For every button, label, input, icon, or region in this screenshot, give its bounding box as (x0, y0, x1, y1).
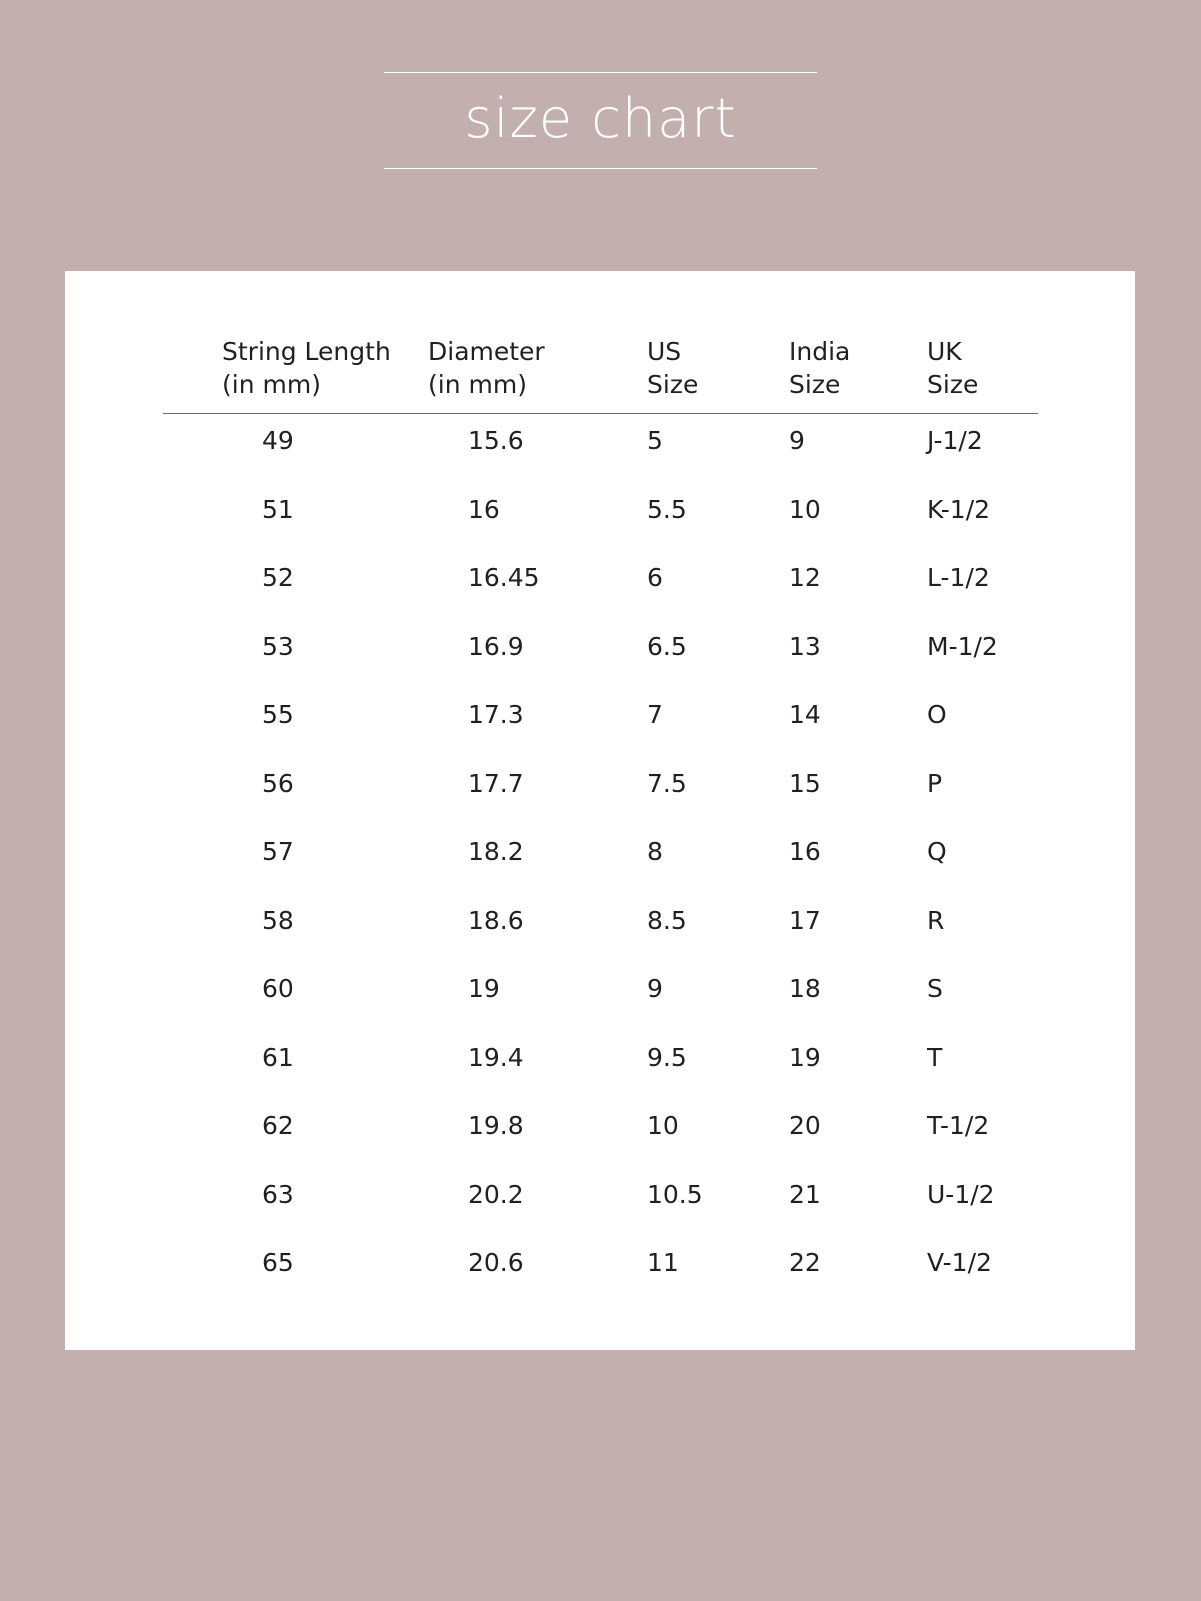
cell-string-length: 63 (262, 1180, 294, 1209)
cell-us-size: 9 (647, 974, 663, 1003)
cell-uk-size: S (927, 974, 943, 1003)
cell-string-length: 61 (262, 1043, 294, 1072)
page-title: size chart (464, 87, 737, 150)
header-string-length-line1: String Length (222, 337, 391, 366)
cell-us-size: 5 (647, 426, 663, 455)
header-india-size-line1: India (789, 337, 851, 366)
cell-string-length: 51 (262, 495, 294, 524)
header-india-size (789, 335, 850, 401)
size-table-panel (65, 271, 1135, 1350)
cell-us-size: 7.5 (647, 769, 687, 798)
cell-uk-size: T-1/2 (927, 1111, 990, 1140)
cell-string-length: 65 (262, 1248, 294, 1277)
cell-india-size: 19 (789, 1043, 821, 1072)
cell-uk-size: J-1/2 (927, 426, 983, 455)
header-india-size-line2: Size (789, 370, 841, 399)
cell-us-size: 8.5 (647, 906, 687, 935)
cell-us-size: 10.5 (647, 1180, 703, 1209)
cell-string-length: 56 (262, 769, 294, 798)
cell-india-size: 18 (789, 974, 821, 1003)
cell-string-length: 57 (262, 837, 294, 866)
header-string-length-line2: (in mm) (222, 370, 321, 399)
cell-india-size: 22 (789, 1248, 821, 1277)
cell-diameter: 17.3 (468, 700, 524, 729)
cell-diameter: 17.7 (468, 769, 524, 798)
title-bottom-rule (384, 168, 817, 169)
title-block (384, 72, 817, 170)
cell-us-size: 6 (647, 563, 663, 592)
cell-diameter: 16.45 (468, 563, 540, 592)
header-diameter (428, 335, 545, 401)
header-divider (163, 413, 1038, 414)
cell-us-size: 8 (647, 837, 663, 866)
cell-uk-size: P (927, 769, 943, 798)
cell-india-size: 10 (789, 495, 821, 524)
cell-india-size: 15 (789, 769, 821, 798)
cell-uk-size: L-1/2 (927, 563, 990, 592)
cell-india-size: 20 (789, 1111, 821, 1140)
cell-uk-size: T (927, 1043, 943, 1072)
cell-diameter: 16.9 (468, 632, 524, 661)
header-diameter-line2: (in mm) (428, 370, 527, 399)
header-us-size-line1: US (647, 337, 682, 366)
header-diameter-line1: Diameter (428, 337, 545, 366)
cell-string-length: 58 (262, 906, 294, 935)
cell-uk-size: M-1/2 (927, 632, 998, 661)
cell-string-length: 49 (262, 426, 294, 455)
cell-diameter: 20.6 (468, 1248, 524, 1277)
cell-us-size: 7 (647, 700, 663, 729)
cell-string-length: 55 (262, 700, 294, 729)
cell-string-length: 53 (262, 632, 294, 661)
cell-uk-size: U-1/2 (927, 1180, 995, 1209)
cell-us-size: 6.5 (647, 632, 687, 661)
cell-string-length: 52 (262, 563, 294, 592)
cell-string-length: 62 (262, 1111, 294, 1140)
cell-diameter: 19.4 (468, 1043, 524, 1072)
cell-us-size: 9.5 (647, 1043, 687, 1072)
header-us-size-line2: Size (647, 370, 699, 399)
cell-uk-size: Q (927, 837, 947, 866)
cell-india-size: 12 (789, 563, 821, 592)
cell-india-size: 21 (789, 1180, 821, 1209)
cell-us-size: 5.5 (647, 495, 687, 524)
cell-india-size: 14 (789, 700, 821, 729)
cell-diameter: 16 (468, 495, 500, 524)
cell-diameter: 15.6 (468, 426, 524, 455)
header-us-size (647, 335, 698, 401)
cell-india-size: 9 (789, 426, 805, 455)
cell-india-size: 16 (789, 837, 821, 866)
header-uk-size (927, 335, 978, 401)
cell-diameter: 18.2 (468, 837, 524, 866)
cell-diameter: 20.2 (468, 1180, 524, 1209)
cell-uk-size: O (927, 700, 947, 729)
cell-india-size: 17 (789, 906, 821, 935)
header-uk-size-line1: UK (927, 337, 962, 366)
cell-us-size: 10 (647, 1111, 679, 1140)
header-uk-size-line2: Size (927, 370, 979, 399)
cell-diameter: 19 (468, 974, 500, 1003)
cell-uk-size: R (927, 906, 945, 935)
cell-us-size: 11 (647, 1248, 679, 1277)
header-string-length (222, 335, 391, 401)
cell-uk-size: V-1/2 (927, 1248, 992, 1277)
title-top-rule (384, 72, 817, 73)
cell-diameter: 18.6 (468, 906, 524, 935)
cell-diameter: 19.8 (468, 1111, 524, 1140)
cell-string-length: 60 (262, 974, 294, 1003)
cell-uk-size: K-1/2 (927, 495, 991, 524)
cell-india-size: 13 (789, 632, 821, 661)
